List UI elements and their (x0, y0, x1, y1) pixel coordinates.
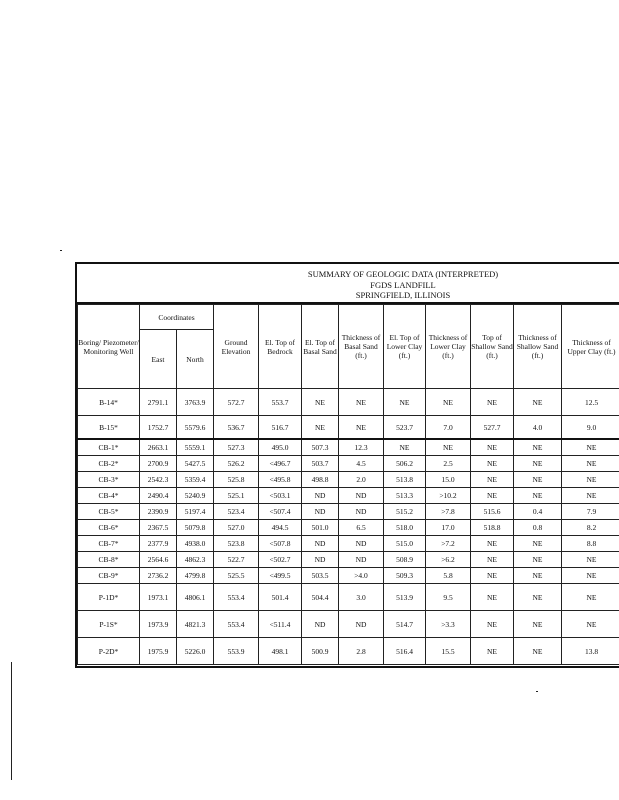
data-cell: 1752.7 (140, 416, 177, 440)
well-id-cell: CB-9* (78, 568, 140, 584)
table-row (78, 472, 619, 488)
data-cell: NE (339, 416, 384, 440)
data-cell: 2490.4 (140, 488, 177, 504)
data-cell: NE (514, 568, 562, 584)
table-row (78, 638, 619, 665)
data-cell: 8.2 (562, 520, 619, 536)
table-row (78, 520, 619, 536)
header-thickness-lower-clay: Thickness of Lower Clay (ft.) (426, 305, 471, 389)
header-top-shallow-sand: Top of Shallow Sand (ft.) (471, 305, 514, 389)
data-cell: 5579.6 (177, 416, 214, 440)
data-cell: 15.0 (426, 472, 471, 488)
data-cell: NE (514, 638, 562, 665)
data-cell: 7.9 (562, 504, 619, 520)
data-grid (77, 304, 619, 665)
data-cell: NE (471, 552, 514, 568)
data-cell: 2.5 (426, 456, 471, 472)
well-id-cell: P-1S* (78, 611, 140, 638)
data-cell: 522.7 (214, 552, 259, 568)
data-cell: 4821.3 (177, 611, 214, 638)
data-cell: 500.9 (302, 638, 339, 665)
data-cell: 9.5 (426, 584, 471, 611)
data-cell: ND (302, 536, 339, 552)
data-cell: 5559.1 (177, 439, 214, 456)
data-cell: ND (339, 552, 384, 568)
data-cell: <502.7 (259, 552, 302, 568)
data-cell: <511.4 (259, 611, 302, 638)
data-cell: ND (302, 611, 339, 638)
data-cell: NE (514, 488, 562, 504)
header-east: East (140, 330, 177, 389)
header-ground-elevation: Ground Elevation (214, 305, 259, 389)
scan-speck (60, 250, 62, 251)
table-row (78, 389, 619, 416)
well-id-cell: CB-1* (78, 439, 140, 456)
data-cell: 3.0 (339, 584, 384, 611)
data-cell: 15.5 (426, 638, 471, 665)
table-body (78, 389, 619, 665)
data-cell: 5427.5 (177, 456, 214, 472)
data-cell: 2377.9 (140, 536, 177, 552)
data-cell: NE (302, 389, 339, 416)
data-cell: >3.3 (426, 611, 471, 638)
data-cell: NE (339, 389, 384, 416)
table-row (78, 611, 619, 638)
data-cell: 2367.5 (140, 520, 177, 536)
data-cell: NE (471, 472, 514, 488)
well-id-cell: CB-3* (78, 472, 140, 488)
table-row (78, 504, 619, 520)
data-cell: NE (562, 568, 619, 584)
data-cell: ND (339, 536, 384, 552)
data-cell: 2736.2 (140, 568, 177, 584)
data-cell: NE (514, 536, 562, 552)
data-cell: <495.8 (259, 472, 302, 488)
data-cell: NE (514, 456, 562, 472)
data-cell: 514.7 (384, 611, 426, 638)
data-cell: 5.8 (426, 568, 471, 584)
header-top-lower-clay: El. Top of Lower Clay (ft.) (384, 305, 426, 389)
data-cell: 2.0 (339, 472, 384, 488)
data-cell: NE (384, 389, 426, 416)
data-cell: ND (302, 488, 339, 504)
data-cell: NE (471, 389, 514, 416)
scan-speck (536, 691, 538, 692)
data-cell: 13.8 (562, 638, 619, 665)
data-cell: 4806.1 (177, 584, 214, 611)
header-coordinates: Coordinates (140, 305, 214, 330)
data-cell: 515.2 (384, 504, 426, 520)
table-row (78, 568, 619, 584)
well-id-cell: CB-5* (78, 504, 140, 520)
data-cell: NE (562, 552, 619, 568)
data-cell: 523.8 (214, 536, 259, 552)
data-cell: 2564.6 (140, 552, 177, 568)
data-cell: 7.0 (426, 416, 471, 440)
data-cell: >7.2 (426, 536, 471, 552)
data-cell: 525.1 (214, 488, 259, 504)
data-cell: NE (471, 638, 514, 665)
data-cell: ND (339, 504, 384, 520)
data-cell: ND (302, 552, 339, 568)
data-cell: 1973.9 (140, 611, 177, 638)
data-cell: 4862.3 (177, 552, 214, 568)
data-cell: 6.5 (339, 520, 384, 536)
data-cell: 508.9 (384, 552, 426, 568)
header-thickness-shallow-sand: Thickness of Shallow Sand (ft.) (514, 305, 562, 389)
data-cell: 527.0 (214, 520, 259, 536)
data-cell: 523.4 (214, 504, 259, 520)
data-cell: >10.2 (426, 488, 471, 504)
data-cell: 525.5 (214, 568, 259, 584)
data-cell: 3763.9 (177, 389, 214, 416)
data-cell: 516.7 (259, 416, 302, 440)
data-cell: 0.8 (514, 520, 562, 536)
data-cell: 553.9 (214, 638, 259, 665)
well-id-cell: B-15* (78, 416, 140, 440)
title-line-2: FGDS LANDFILL (370, 279, 436, 290)
data-cell: 8.8 (562, 536, 619, 552)
data-cell: NE (562, 488, 619, 504)
data-cell: 513.3 (384, 488, 426, 504)
data-cell: 515.6 (471, 504, 514, 520)
data-cell: NE (562, 611, 619, 638)
data-cell: NE (562, 584, 619, 611)
data-cell: 513.9 (384, 584, 426, 611)
data-cell: NE (562, 472, 619, 488)
data-cell: NE (514, 611, 562, 638)
data-cell: >4.0 (339, 568, 384, 584)
table-row (78, 536, 619, 552)
data-cell: ND (339, 488, 384, 504)
well-id-cell: CB-2* (78, 456, 140, 472)
data-cell: 553.7 (259, 389, 302, 416)
data-cell: 516.4 (384, 638, 426, 665)
data-cell: NE (471, 439, 514, 456)
data-cell: 506.2 (384, 456, 426, 472)
well-id-cell: B-14* (78, 389, 140, 416)
data-cell: NE (514, 472, 562, 488)
data-cell: 501.4 (259, 584, 302, 611)
data-cell: 503.7 (302, 456, 339, 472)
data-cell: 518.8 (471, 520, 514, 536)
data-cell: NE (471, 584, 514, 611)
data-cell: NE (471, 456, 514, 472)
scan-margin-line (11, 662, 12, 780)
data-cell: <507.8 (259, 536, 302, 552)
data-cell: NE (426, 439, 471, 456)
data-cell: 501.0 (302, 520, 339, 536)
well-id-cell: P-2D* (78, 638, 140, 665)
data-cell: 498.1 (259, 638, 302, 665)
data-cell: 527.3 (214, 439, 259, 456)
title-line-1: SUMMARY OF GEOLOGIC DATA (INTERPRETED) (307, 269, 499, 279)
table-row (78, 439, 619, 456)
data-cell: NE (471, 536, 514, 552)
data-cell: 504.4 (302, 584, 339, 611)
data-cell: 498.8 (302, 472, 339, 488)
header-well: Boring/ Piezometer/ Monitoring Well (78, 305, 140, 389)
table-title (77, 264, 619, 304)
data-cell: 513.8 (384, 472, 426, 488)
data-cell: 4.5 (339, 456, 384, 472)
table-row (78, 552, 619, 568)
data-cell: 518.0 (384, 520, 426, 536)
data-cell: 2663.1 (140, 439, 177, 456)
data-cell: NE (384, 439, 426, 456)
header-north: North (177, 330, 214, 389)
data-cell: 495.0 (259, 439, 302, 456)
data-cell: 2542.3 (140, 472, 177, 488)
data-cell: NE (471, 488, 514, 504)
data-cell: >7.8 (426, 504, 471, 520)
well-id-cell: CB-7* (78, 536, 140, 552)
data-cell: NE (514, 439, 562, 456)
data-cell: 526.2 (214, 456, 259, 472)
data-cell: 4799.8 (177, 568, 214, 584)
data-cell: 2.8 (339, 638, 384, 665)
data-cell: NE (514, 552, 562, 568)
data-cell: <499.5 (259, 568, 302, 584)
well-id-cell: P-1D* (78, 584, 140, 611)
header-thickness-basal-sand: Thickness of Basal Sand (ft.) (339, 305, 384, 389)
data-cell: 5226.0 (177, 638, 214, 665)
title-line-3: SPRINGFIELD, ILLINOIS (355, 290, 451, 300)
data-cell: 17.0 (426, 520, 471, 536)
data-cell: 525.8 (214, 472, 259, 488)
data-cell: NE (562, 439, 619, 456)
data-cell: NE (302, 416, 339, 440)
data-cell: ND (339, 611, 384, 638)
well-id-cell: CB-6* (78, 520, 140, 536)
data-cell: 5359.4 (177, 472, 214, 488)
data-cell: 572.7 (214, 389, 259, 416)
data-cell: 503.5 (302, 568, 339, 584)
data-cell: 1973.1 (140, 584, 177, 611)
data-cell: >6.2 (426, 552, 471, 568)
data-cell: NE (514, 389, 562, 416)
data-cell: NE (514, 584, 562, 611)
data-cell: 5197.4 (177, 504, 214, 520)
data-cell: 1975.9 (140, 638, 177, 665)
well-id-cell: CB-4* (78, 488, 140, 504)
data-cell: 2791.1 (140, 389, 177, 416)
table-row (78, 416, 619, 440)
header-thickness-upper-clay: Thickness of Upper Clay (ft.) (562, 305, 619, 389)
data-cell: <507.4 (259, 504, 302, 520)
data-cell: 5240.9 (177, 488, 214, 504)
data-cell: ND (302, 504, 339, 520)
data-cell: NE (471, 568, 514, 584)
data-cell: 523.7 (384, 416, 426, 440)
data-cell: 0.4 (514, 504, 562, 520)
data-cell: 12.3 (339, 439, 384, 456)
data-cell: 527.7 (471, 416, 514, 440)
data-cell: 5079.8 (177, 520, 214, 536)
data-cell: 507.3 (302, 439, 339, 456)
data-cell: NE (426, 389, 471, 416)
data-cell: 2390.9 (140, 504, 177, 520)
data-cell: <503.1 (259, 488, 302, 504)
data-cell: 509.3 (384, 568, 426, 584)
data-cell: <496.7 (259, 456, 302, 472)
data-cell: 9.0 (562, 416, 619, 440)
table-row (78, 488, 619, 504)
table-row (78, 456, 619, 472)
data-cell: 4.0 (514, 416, 562, 440)
data-cell: 4938.0 (177, 536, 214, 552)
data-cell: NE (471, 611, 514, 638)
data-cell: 12.5 (562, 389, 619, 416)
data-cell: 536.7 (214, 416, 259, 440)
table-row (78, 584, 619, 611)
data-cell: 515.0 (384, 536, 426, 552)
well-id-cell: CB-8* (78, 552, 140, 568)
geologic-data-table (75, 262, 619, 668)
header-top-bedrock: El. Top of Bedrock (259, 305, 302, 389)
data-cell: 553.4 (214, 584, 259, 611)
data-cell: 494.5 (259, 520, 302, 536)
data-cell: 553.4 (214, 611, 259, 638)
data-cell: NE (562, 456, 619, 472)
header-top-basal-sand: El. Top of Basal Sand (302, 305, 339, 389)
data-cell: 2700.9 (140, 456, 177, 472)
